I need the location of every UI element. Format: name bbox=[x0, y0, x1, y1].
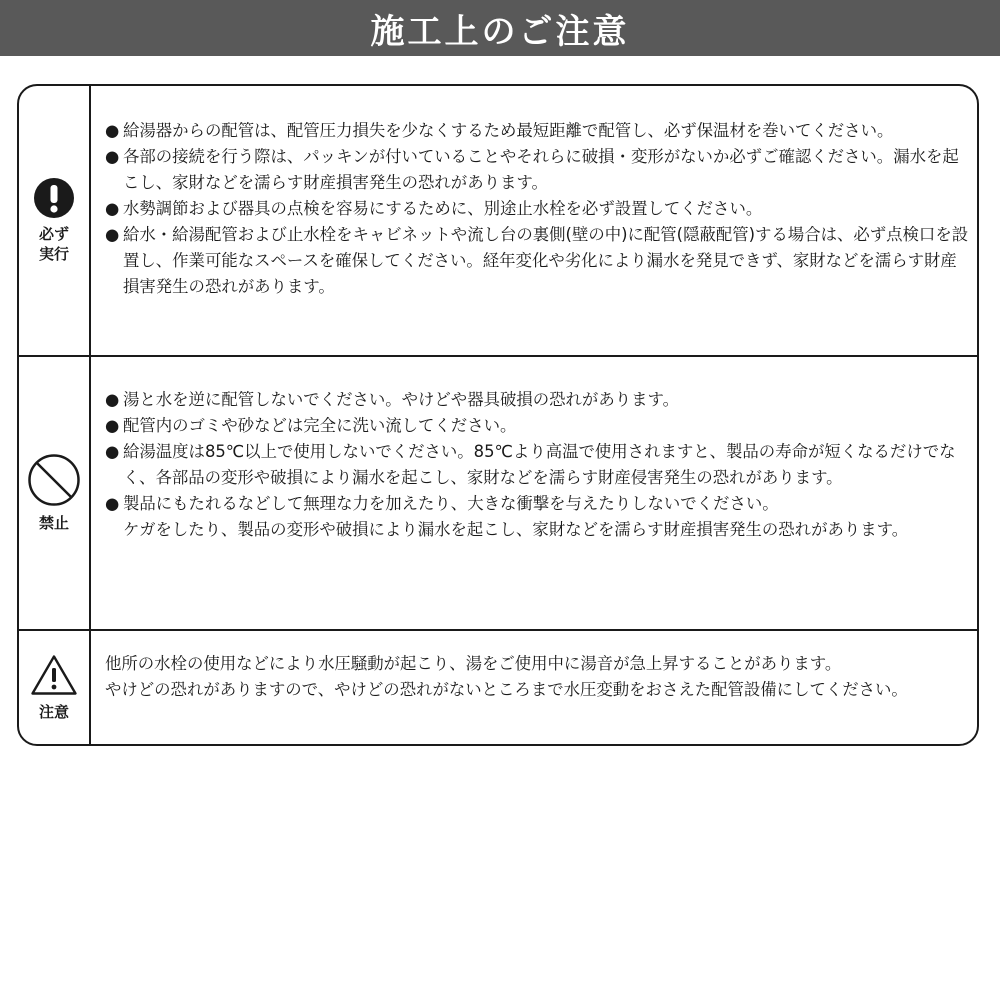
list-item-text: 配管内のゴミや砂などは完全に洗い流してください。 bbox=[123, 416, 517, 435]
list-item-text: 湯と水を逆に配管しないでください。やけどや器具破損の恐れがあります。 bbox=[123, 390, 679, 409]
must-do-caption bbox=[39, 224, 69, 264]
list-item-text: 給湯器からの配管は、配管圧力損失を少なくするため最短距離で配管し、必ず保温材を巻いてください。 bbox=[123, 121, 894, 140]
caution-icon-cell bbox=[19, 631, 91, 744]
list-item-text: 給水・給湯配管および止水栓をキャビネットや流し台の裏側(壁の中)に配管(隠蔽配管)する場合は、必ず点検口を設置し、作業可能なスペースを確保してください。経年変化や劣化により漏水を発見できず、家財などを濡らす財産損害発生の恐れがあります。 bbox=[123, 225, 969, 296]
bullet-icon: ● bbox=[105, 121, 120, 140]
must-do-icon-cell bbox=[19, 86, 91, 355]
header-banner bbox=[0, 0, 1000, 56]
list-item bbox=[105, 144, 977, 196]
list-item-text: 水勢調節および器具の点検を容易にするために、別途止水栓を必ず設置してください。 bbox=[123, 199, 763, 218]
list-item bbox=[105, 222, 977, 300]
bullet-icon: ● bbox=[105, 416, 120, 435]
notice-table bbox=[17, 84, 979, 746]
list-item-continuation: ケガをしたり、製品の変形や破損により漏水を起こし、家財などを濡らす財産損害発生の恐れがあります。 bbox=[123, 520, 909, 539]
exclamation-circle-icon bbox=[34, 178, 74, 218]
must-do-text bbox=[91, 86, 977, 355]
prohibited-text bbox=[91, 357, 977, 629]
page-title: 施工上のご注意 bbox=[370, 11, 630, 52]
caution-section bbox=[19, 631, 977, 744]
list-item bbox=[105, 387, 977, 413]
list-item-text: 給湯温度は85℃以上で使用しないでください。85℃より高温で使用されますと、製品の寿命が短くなるだけでなく、各部品の変形や破損により漏水を起こし、家財などを濡らす財産侵害発生の恐れがあります。 bbox=[123, 442, 956, 487]
list-item bbox=[105, 439, 977, 491]
bullet-icon: ● bbox=[105, 494, 120, 513]
prohibited-section bbox=[19, 357, 977, 631]
must-do-section bbox=[19, 86, 977, 357]
list-item-text: 製品にもたれるなどして無理な力を加えたり、大きな衝撃を与えたりしないでください。 bbox=[123, 494, 779, 513]
bullet-icon: ● bbox=[105, 147, 120, 166]
list-item bbox=[105, 413, 977, 439]
list-item bbox=[105, 491, 977, 517]
caution-caption: 注意 bbox=[38, 702, 69, 721]
caution-line: やけどの恐れがありますので、やけどの恐れがないところまで水圧変動をおさえた配管設備にしてください。 bbox=[105, 680, 908, 699]
caution-text bbox=[91, 631, 977, 744]
bullet-icon: ● bbox=[105, 442, 120, 461]
prohibited-caption: 禁止 bbox=[38, 514, 69, 532]
list-item bbox=[105, 196, 977, 222]
prohibition-icon bbox=[27, 453, 81, 507]
prohibited-icon-cell bbox=[19, 357, 91, 629]
must-do-caption-line-2: 実行 bbox=[38, 244, 69, 263]
warning-triangle-icon bbox=[30, 654, 78, 696]
list-item bbox=[105, 118, 977, 144]
caution-line: 他所の水栓の使用などにより水圧騒動が起こり、湯をご使用中に湯音が急上昇することがあります。 bbox=[105, 654, 842, 673]
list-item-text: 各部の接続を行う際は、パッキンが付いていることやそれらに破損・変形がないか必ずご確認ください。漏水を起こし、家財などを濡らす財産損害発生の恐れがあります。 bbox=[123, 147, 959, 192]
bullet-icon: ● bbox=[105, 225, 120, 244]
bullet-icon: ● bbox=[105, 199, 120, 218]
bullet-icon: ● bbox=[105, 390, 120, 409]
must-do-caption-line-1: 必ず bbox=[38, 224, 69, 243]
